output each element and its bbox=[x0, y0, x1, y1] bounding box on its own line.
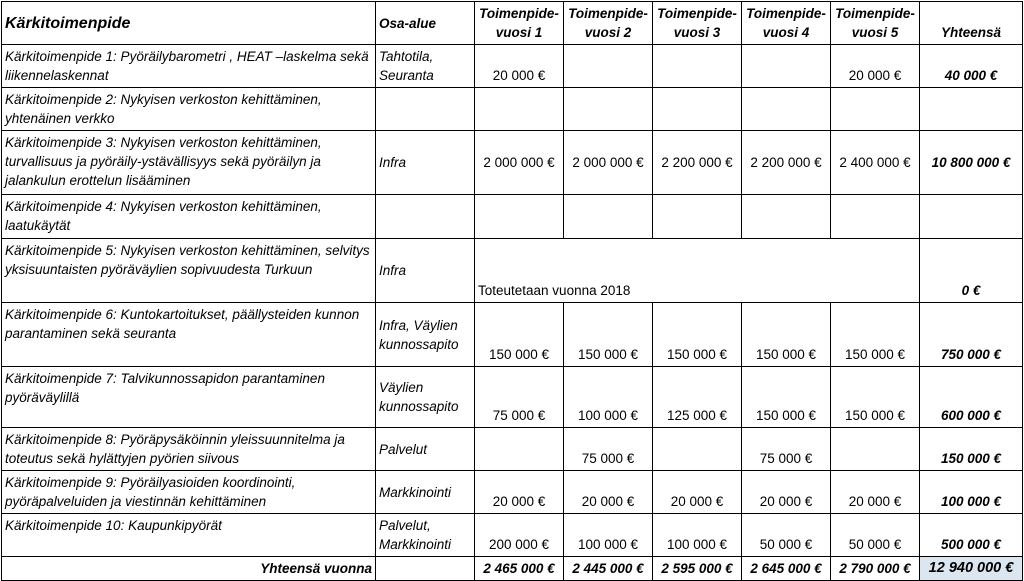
action-name-cell[interactable]: Kärkitoimenpide 8: Pyöräpysäköinnin yleissuunnitelma ja toteutus sekä hylättyjen pyörien siivous bbox=[2, 428, 376, 471]
year-2-cell[interactable] bbox=[564, 195, 653, 239]
header-year-1-line1: Toimenpide- bbox=[479, 6, 559, 21]
year-1-cell[interactable]: 20 000 € bbox=[475, 45, 564, 88]
year-5-cell[interactable]: 20 000 € bbox=[831, 471, 920, 514]
action-name-cell[interactable]: Kärkitoimenpide 6: Kuntokartoitukset, päällysteiden kunnon parantaminen sekä seuranta bbox=[2, 303, 376, 367]
header-year-1-line2: vuosi 1 bbox=[495, 25, 543, 40]
year-3-cell[interactable]: 125 000 € bbox=[653, 367, 742, 428]
action-name-cell[interactable]: Kärkitoimenpide 3: Nykyisen verkoston kehittäminen, turvallisuus ja pyöräily-ystävällisyys sekä pyöräilyn ja jalankulun erottelun lisääminen bbox=[2, 131, 376, 195]
year-4-cell[interactable] bbox=[742, 195, 831, 239]
table-row bbox=[2, 131, 1023, 195]
year-1-cell[interactable]: 150 000 € bbox=[475, 303, 564, 367]
year-5-cell[interactable]: 20 000 € bbox=[831, 45, 920, 88]
header-year-4-line2: vuosi 4 bbox=[762, 25, 810, 40]
area-cell[interactable] bbox=[376, 88, 475, 131]
summary-year-2-cell[interactable]: 2 445 000 € bbox=[564, 557, 653, 581]
year-2-cell[interactable]: 100 000 € bbox=[564, 367, 653, 428]
row-total-cell[interactable]: 10 800 000 € bbox=[920, 131, 1023, 195]
year-1-cell[interactable]: 20 000 € bbox=[475, 471, 564, 514]
header-year-3-line1: Toimenpide- bbox=[657, 6, 737, 21]
header-year-2-line1: Toimenpide- bbox=[568, 6, 648, 21]
year-5-cell[interactable] bbox=[831, 195, 920, 239]
year-5-cell[interactable]: 150 000 € bbox=[831, 367, 920, 428]
year-1-cell[interactable] bbox=[475, 88, 564, 131]
action-name-cell[interactable]: Kärkitoimenpide 5: Nykyisen verkoston kehittäminen, selvitys yksisuuntaisten pyöräväylien sopivuudesta Turkuun bbox=[2, 239, 376, 303]
year-5-cell[interactable] bbox=[831, 428, 920, 471]
header-year-5-line2: vuosi 5 bbox=[851, 25, 899, 40]
header-year-4[interactable] bbox=[742, 2, 831, 45]
year-2-cell[interactable]: 20 000 € bbox=[564, 471, 653, 514]
action-name-cell[interactable]: Kärkitoimenpide 7: Talvikunnossapidon parantaminen pyöräväylillä bbox=[2, 367, 376, 428]
year-1-cell[interactable]: 200 000 € bbox=[475, 514, 564, 557]
summary-year-3-cell[interactable]: 2 595 000 € bbox=[653, 557, 742, 581]
row-total-cell[interactable]: 500 000 € bbox=[920, 514, 1023, 557]
header-area[interactable]: Osa-alue bbox=[376, 2, 475, 45]
row-total-cell[interactable]: 750 000 € bbox=[920, 303, 1023, 367]
area-cell[interactable]: Markkinointi bbox=[376, 471, 475, 514]
row-total-cell[interactable]: 40 000 € bbox=[920, 45, 1023, 88]
year-2-cell[interactable]: 150 000 € bbox=[564, 303, 653, 367]
table-row bbox=[2, 428, 1023, 471]
year-2-cell[interactable]: 75 000 € bbox=[564, 428, 653, 471]
summary-year-5-cell[interactable]: 2 790 000 € bbox=[831, 557, 920, 581]
table-row bbox=[2, 367, 1023, 428]
year-5-cell[interactable]: 50 000 € bbox=[831, 514, 920, 557]
year-3-cell[interactable]: 100 000 € bbox=[653, 514, 742, 557]
header-year-3-line2: vuosi 3 bbox=[673, 25, 721, 40]
year-2-cell[interactable] bbox=[564, 45, 653, 88]
year-3-cell[interactable] bbox=[653, 88, 742, 131]
year-5-cell[interactable]: 150 000 € bbox=[831, 303, 920, 367]
year-4-cell[interactable]: 20 000 € bbox=[742, 471, 831, 514]
area-cell[interactable]: Väylien kunnossapito bbox=[376, 367, 475, 428]
area-cell[interactable]: Infra bbox=[376, 131, 475, 195]
year-2-cell[interactable]: 2 000 000 € bbox=[564, 131, 653, 195]
action-name-cell[interactable]: Kärkitoimenpide 4: Nykyisen verkoston kehittäminen, laatukäytät bbox=[2, 195, 376, 239]
area-cell[interactable]: Palvelut bbox=[376, 428, 475, 471]
area-cell[interactable]: Infra bbox=[376, 239, 475, 303]
header-action[interactable]: Kärkitoimenpide bbox=[2, 2, 376, 45]
summary-year-1-cell[interactable]: 2 465 000 € bbox=[475, 557, 564, 581]
table-row bbox=[2, 514, 1023, 557]
table-row bbox=[2, 239, 1023, 303]
year-4-cell[interactable] bbox=[742, 88, 831, 131]
year-3-cell[interactable]: 20 000 € bbox=[653, 471, 742, 514]
summary-label-cell[interactable]: Yhteensä vuonna bbox=[2, 557, 376, 581]
year-3-cell[interactable]: 150 000 € bbox=[653, 303, 742, 367]
implemented-note-cell[interactable]: Toteutetaan vuonna 2018 bbox=[475, 239, 920, 303]
table-row bbox=[2, 88, 1023, 131]
summary-year-4-cell[interactable]: 2 645 000 € bbox=[742, 557, 831, 581]
row-total-cell[interactable]: 0 € bbox=[920, 239, 1023, 303]
year-3-cell[interactable] bbox=[653, 428, 742, 471]
table-row bbox=[2, 195, 1023, 239]
header-year-2-line2: vuosi 2 bbox=[584, 25, 632, 40]
action-name-cell[interactable]: Kärkitoimenpide 9: Pyöräilyasioiden koordinointi, pyöräpalveluiden ja viestinnän kehittäminen bbox=[2, 471, 376, 514]
area-cell[interactable]: Tahtotila, Seuranta bbox=[376, 45, 475, 88]
area-cell[interactable] bbox=[376, 195, 475, 239]
year-2-cell[interactable]: 100 000 € bbox=[564, 514, 653, 557]
area-cell[interactable]: Infra, Väylien kunnossapito bbox=[376, 303, 475, 367]
year-3-cell[interactable]: 2 200 000 € bbox=[653, 131, 742, 195]
year-1-cell[interactable]: 75 000 € bbox=[475, 367, 564, 428]
year-3-cell[interactable] bbox=[653, 195, 742, 239]
header-year-2[interactable] bbox=[564, 2, 653, 45]
header-year-4-line1: Toimenpide- bbox=[746, 6, 826, 21]
row-total-cell[interactable]: 150 000 € bbox=[920, 428, 1023, 471]
year-5-cell[interactable]: 2 400 000 € bbox=[831, 131, 920, 195]
action-name-cell[interactable]: Kärkitoimenpide 10: Kaupunkipyörät bbox=[2, 514, 376, 557]
row-total-cell[interactable]: 600 000 € bbox=[920, 367, 1023, 428]
year-4-cell[interactable]: 150 000 € bbox=[742, 303, 831, 367]
header-year-3[interactable] bbox=[653, 2, 742, 45]
table-row bbox=[2, 303, 1023, 367]
table-row bbox=[2, 45, 1023, 88]
header-year-5[interactable] bbox=[831, 2, 920, 45]
year-2-cell[interactable] bbox=[564, 88, 653, 131]
year-4-cell[interactable]: 50 000 € bbox=[742, 514, 831, 557]
year-1-cell[interactable] bbox=[475, 428, 564, 471]
year-1-cell[interactable] bbox=[475, 195, 564, 239]
year-5-cell[interactable] bbox=[831, 88, 920, 131]
summary-row bbox=[2, 557, 1023, 581]
action-name-cell[interactable]: Kärkitoimenpide 1: Pyöräilybarometri , HEAT –laskelma sekä liikennelaskennat bbox=[2, 45, 376, 88]
header-year-1[interactable] bbox=[475, 2, 564, 45]
year-4-cell[interactable]: 75 000 € bbox=[742, 428, 831, 471]
row-total-cell[interactable]: 100 000 € bbox=[920, 471, 1023, 514]
year-4-cell[interactable] bbox=[742, 45, 831, 88]
grand-total-cell[interactable]: 12 940 000 € bbox=[920, 557, 1023, 581]
header-row bbox=[2, 2, 1023, 45]
area-cell[interactable]: Palvelut, Markkinointi bbox=[376, 514, 475, 557]
action-name-cell[interactable]: Kärkitoimenpide 2: Nykyisen verkoston kehittäminen, yhtenäinen verkko bbox=[2, 88, 376, 131]
year-1-cell[interactable]: 2 000 000 € bbox=[475, 131, 564, 195]
year-3-cell[interactable] bbox=[653, 45, 742, 88]
row-total-cell[interactable] bbox=[920, 195, 1023, 239]
summary-area-cell[interactable] bbox=[376, 557, 475, 581]
year-4-cell[interactable]: 150 000 € bbox=[742, 367, 831, 428]
row-total-cell[interactable] bbox=[920, 88, 1023, 131]
header-year-5-line1: Toimenpide- bbox=[835, 6, 915, 21]
header-total[interactable]: Yhteensä bbox=[920, 2, 1023, 45]
table-row bbox=[2, 471, 1023, 514]
budget-table bbox=[1, 1, 1023, 581]
year-4-cell[interactable]: 2 200 000 € bbox=[742, 131, 831, 195]
